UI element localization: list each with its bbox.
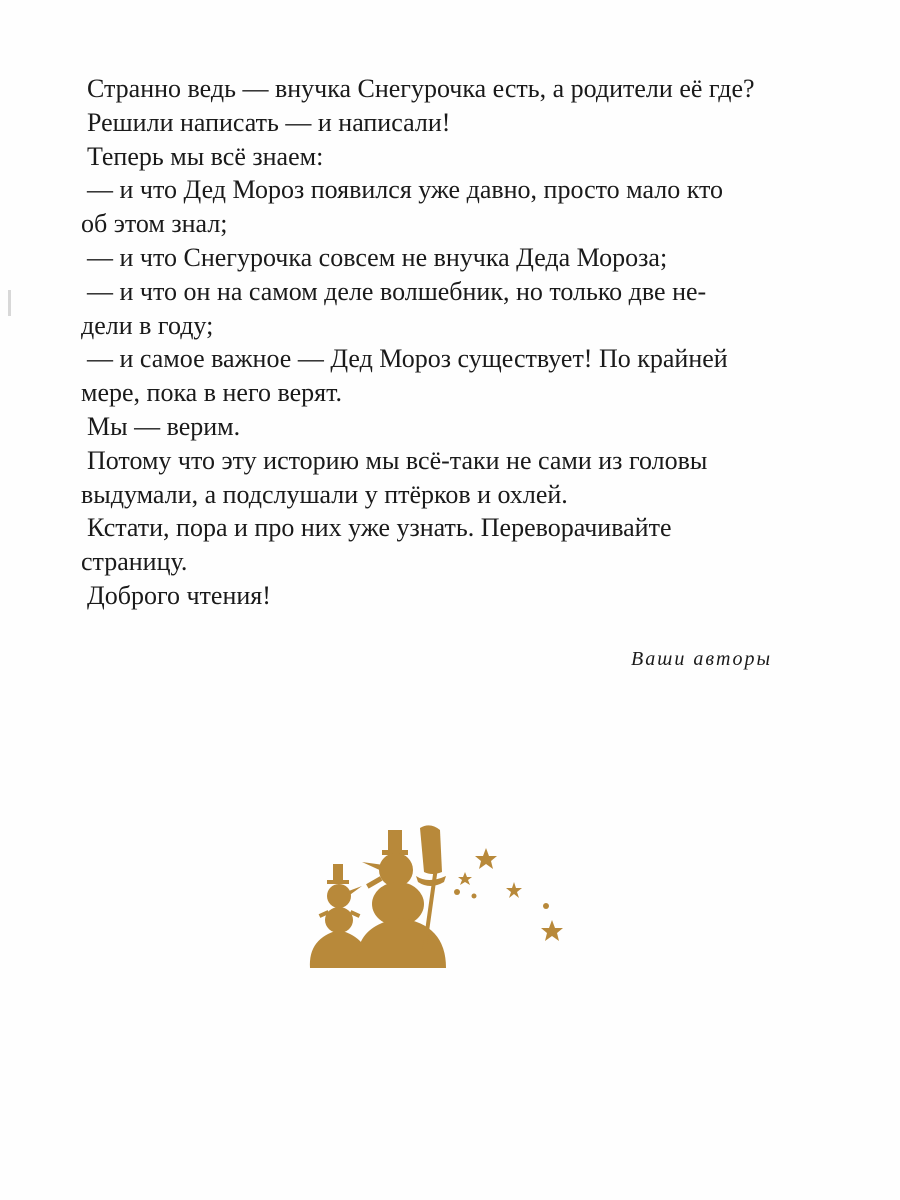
stars-icon xyxy=(454,848,563,941)
paragraph xyxy=(82,410,772,444)
page-edge-mark xyxy=(8,290,11,316)
text-line: Теперь мы всё знаем: xyxy=(87,141,324,171)
body-text xyxy=(82,72,772,613)
snowmen-illustration xyxy=(300,820,590,980)
paragraph xyxy=(82,511,772,579)
paragraph xyxy=(82,444,772,512)
text-line: страницу. xyxy=(81,547,188,577)
text-line: — и самое важное — Дед Мороз существует! По крайней xyxy=(87,344,728,374)
text-line: мере, пока в него верят. xyxy=(81,378,343,408)
paragraph xyxy=(82,173,772,241)
authors-signature: Ваши авторы xyxy=(631,648,772,670)
paragraph xyxy=(82,106,772,140)
paragraph xyxy=(82,275,772,343)
text-line: Доброго чтения! xyxy=(87,580,271,610)
text-line: — и что Снегурочка совсем не внучка Деда Мороза; xyxy=(87,242,668,272)
text-line: об этом знал; xyxy=(81,209,228,239)
paragraph xyxy=(82,342,772,410)
paragraph xyxy=(82,140,772,174)
text-line: Мы — верим. xyxy=(87,411,241,441)
text-line: Потому что эту историю мы всё-таки не сами из головы xyxy=(87,445,708,475)
text-line: Решили написать — и написали! xyxy=(87,107,451,137)
text-line: выдумали, а подслушали у птёрков и охлей. xyxy=(81,479,568,509)
text-line: Кстати, пора и про них уже узнать. Переворачивайте xyxy=(87,513,672,543)
text-line: дели в году; xyxy=(81,310,214,340)
paragraph xyxy=(82,579,772,613)
text-line: Странно ведь — внучка Снегурочка есть, а родители её где? xyxy=(87,74,755,103)
paragraph xyxy=(82,241,772,275)
paragraph xyxy=(82,72,772,106)
text-line: — и что он на самом деле волшебник, но только две не- xyxy=(87,276,707,306)
text-line: — и что Дед Мороз появился уже давно, просто мало кто xyxy=(87,175,723,205)
